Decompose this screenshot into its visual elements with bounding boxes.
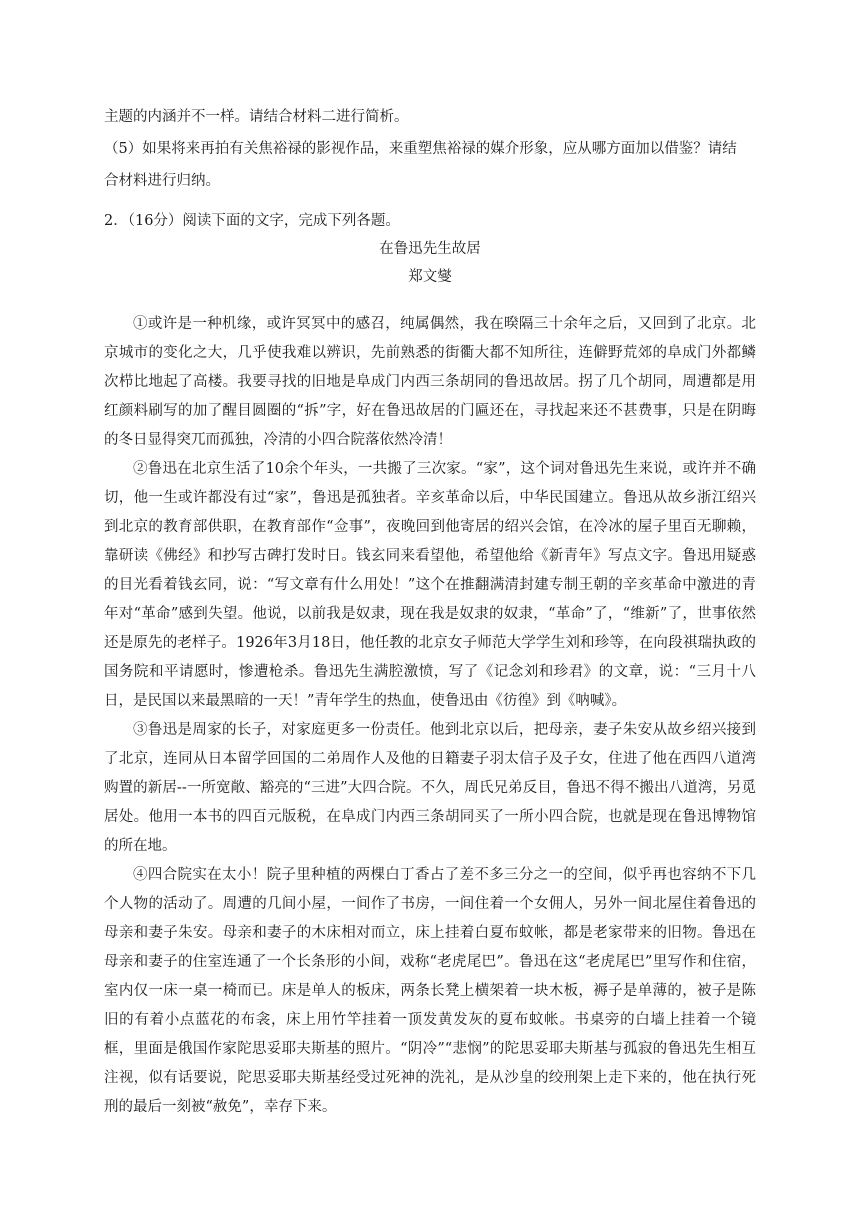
question-5-line: （5）如果将来再拍有关焦裕禄的影视作品，来重塑焦裕禄的媒介形象，应从哪方面加以借鉴？请结 [104,141,737,157]
question-2-intro: 2．（16分）阅读下面的文字，完成下列各题。 [104,213,400,229]
article-author: 郑文燮 [408,269,452,285]
paragraph-3: ③鲁迅是周家的长子，对家庭更多一份责任。他到北京以后，把母亲，妻子朱安从故乡绍兴接到了北京，连同从日本留学回国的二弟周作人及他的日籍妻子羽太信子及子女，住进了他在西四八道湾购置的新居--一所宽敞、豁亮的“三进”大四合院。不久，周氏兄弟反目，鲁迅不得不搬出八道湾，另觅居处。他用一本书的四百元版税，在阜成门内西三条胡同买了一所小四合院，也就是现在鲁迅博物馆的所在地。 [104,722,756,854]
article-title: 在鲁迅先生故居 [379,241,481,257]
paragraph-1: ①或许是一种机缘，或许冥冥中的感召，纯属偶然，我在暌隔三十余年之后，又回到了北京。北京城市的变化之大，几乎使我难以辨识，先前熟悉的街衢大都不知所往，连僻野荒郊的阜成门外都鳞次栉比地起了高楼。我要寻找的旧地是阜成门内西三条胡同的鲁迅故居。拐了几个胡同，周遭都是用红颜料刷写的加了醒目圆圈的“拆”字，好在鲁迅故居的门匾还在，寻找起来还不甚费事，只是在阴晦的冬日显得突兀而孤独，冷清的小四合院落依然冷清！ [104,316,756,448]
text-line: 主题的内涵并不一样。请结合材料二进行简析。 [104,109,409,125]
paragraph-4: ④四合院实在太小！院子里种植的两棵白丁香占了差不多三分之一的空间，似乎再也容纳不下几个人物的活动了。周遭的几间小屋，一间作了书房，一间住着一个女佣人，另外一间北屋住着鲁迅的母亲和妻子朱安。母亲和妻子的木床相对而立，床上挂着白夏布蚊帐，都是老家带来的旧物。鲁迅在母亲和妻子的住室连通了一个长条形的小间，戏称“老虎尾巴”。鲁迅在这“老虎尾巴”里写作和住宿，室内仅一床一桌一椅而已。床是单人的板床，两条长凳上横架着一块木板，褥子是单薄的，被子是陈旧的有着小点蓝花的布衾，床上用竹竿挂着一顶发黄发灰的夏布蚊帐。书桌旁的白墙上挂着一个镜框，里面是俄国作家陀思妥耶夫斯基的照片。“阴冷”“悲悯”的陀思妥耶夫斯基与孤寂的鲁迅先生相互注视，似有话要说，陀思妥耶夫斯基经受过死神的洗礼，是从沙皇的绞刑架上走下来的，他在执行死刑的最后一刻被“赦免”，幸存下来。 [104,867,756,1115]
paragraph-2: ②鲁迅在北京生活了10余个年头，一共搬了三次家。“家”，这个词对鲁迅先生来说，或许并不确切，他一生或许都没有过“家”，鲁迅是孤独者。辛亥革命以后，中华民国建立。鲁迅从故乡浙江绍兴到北京的教育部供职，在教育部作“佥事”，夜晚回到他寄居的绍兴会馆，在冷冰的屋子里百无聊赖，靠研读《佛经》和抄写古碑打发时日。钱玄同来看望他，希望他给《新青年》写点文字。鲁迅用疑惑的目光看着钱玄同，说：“写文章有什么用处！”这个在推翻满清封建专制王朝的辛亥革命中激进的青年对“革命”感到失望。他说，以前我是奴隶，现在我是奴隶的奴隶，“革命”了，“维新”了，世事依然还是原先的老样子。1926年3月18日，他任教的北京女子师范大学学生刘和珍等，在向段祺瑞执政的国务院和平请愿时，惨遭枪杀。鲁迅先生满腔激愤，写了《记念刘和珍君》的文章，说：“三月十八日，是民国以来最黑暗的一天！”青年学生的热血，使鲁迅由《彷徨》到《呐喊》。 [104,461,756,709]
question-continuation [104,104,756,194]
text-line: 合材料进行归纳。 [104,173,220,189]
article-body [104,310,756,1122]
